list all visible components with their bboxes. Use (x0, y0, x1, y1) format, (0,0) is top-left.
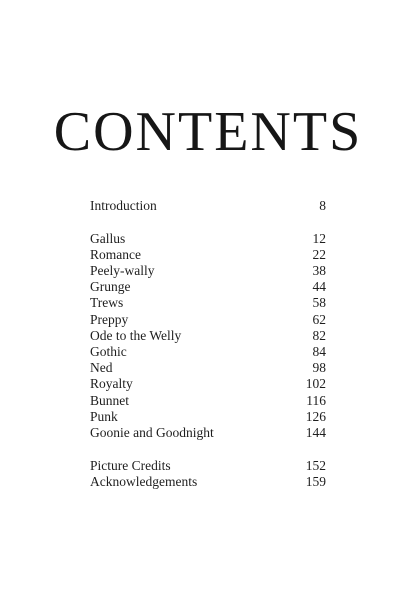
toc-entry (90, 458, 326, 474)
toc-entry (90, 312, 326, 328)
toc-entry (90, 247, 326, 263)
toc-entry-page: 102 (305, 376, 326, 392)
toc-entry (90, 279, 326, 295)
table-of-contents (90, 198, 326, 490)
toc-entry (90, 360, 326, 376)
toc-entry-title: Introduction (90, 198, 157, 213)
toc-entry-page: 38 (312, 263, 326, 279)
toc-entry-title: Trews (90, 295, 124, 311)
toc-entry-title: Ode to the Welly (90, 327, 182, 343)
toc-entry (90, 474, 326, 490)
toc-entry-page: 44 (312, 279, 326, 295)
toc-entry (90, 393, 326, 409)
toc-entry-title: Preppy (90, 311, 129, 327)
toc-back-matter-group (90, 458, 326, 490)
toc-entry-page: 144 (305, 424, 326, 440)
toc-entry-title: Punk (90, 408, 118, 424)
toc-entry-page: 152 (305, 457, 326, 473)
toc-entry-title: Goonie and Goodnight (90, 424, 214, 440)
toc-entry-page: 159 (305, 473, 326, 489)
toc-entry-page: 8 (319, 198, 326, 213)
toc-entry-title: Ned (90, 360, 113, 376)
toc-entry-title: Royalty (90, 376, 133, 392)
toc-entry-page: 58 (312, 295, 326, 311)
toc-entry (90, 376, 326, 392)
toc-entry-page: 82 (312, 327, 326, 343)
toc-entry-page: 12 (312, 230, 326, 246)
toc-entry-page: 98 (312, 360, 326, 376)
toc-entry (90, 328, 326, 344)
toc-intro-group (90, 198, 326, 214)
toc-entry (90, 295, 326, 311)
toc-entry-page: 116 (306, 392, 326, 408)
toc-entry-title: Peely-wally (90, 263, 155, 279)
toc-entry-page: 126 (305, 408, 326, 424)
toc-chapters-group (90, 231, 326, 441)
page-title: CONTENTS (53, 101, 363, 163)
toc-entry-page: 62 (312, 311, 326, 327)
toc-entry (90, 344, 326, 360)
toc-entry-title: Grunge (90, 279, 131, 295)
toc-entry (90, 231, 326, 247)
toc-entry-title: Acknowledgements (90, 473, 198, 489)
toc-entry-page: 22 (312, 246, 326, 262)
toc-entry-title: Picture Credits (90, 457, 171, 473)
toc-entry-title: Romance (90, 246, 141, 262)
toc-entry (90, 409, 326, 425)
toc-entry (90, 198, 326, 214)
toc-entry (90, 425, 326, 441)
toc-entry-title: Gallus (90, 230, 126, 246)
toc-entry-page: 84 (312, 344, 326, 359)
toc-entry-title: Bunnet (90, 392, 129, 408)
toc-entry (90, 263, 326, 279)
toc-entry-title: Gothic (90, 344, 127, 359)
